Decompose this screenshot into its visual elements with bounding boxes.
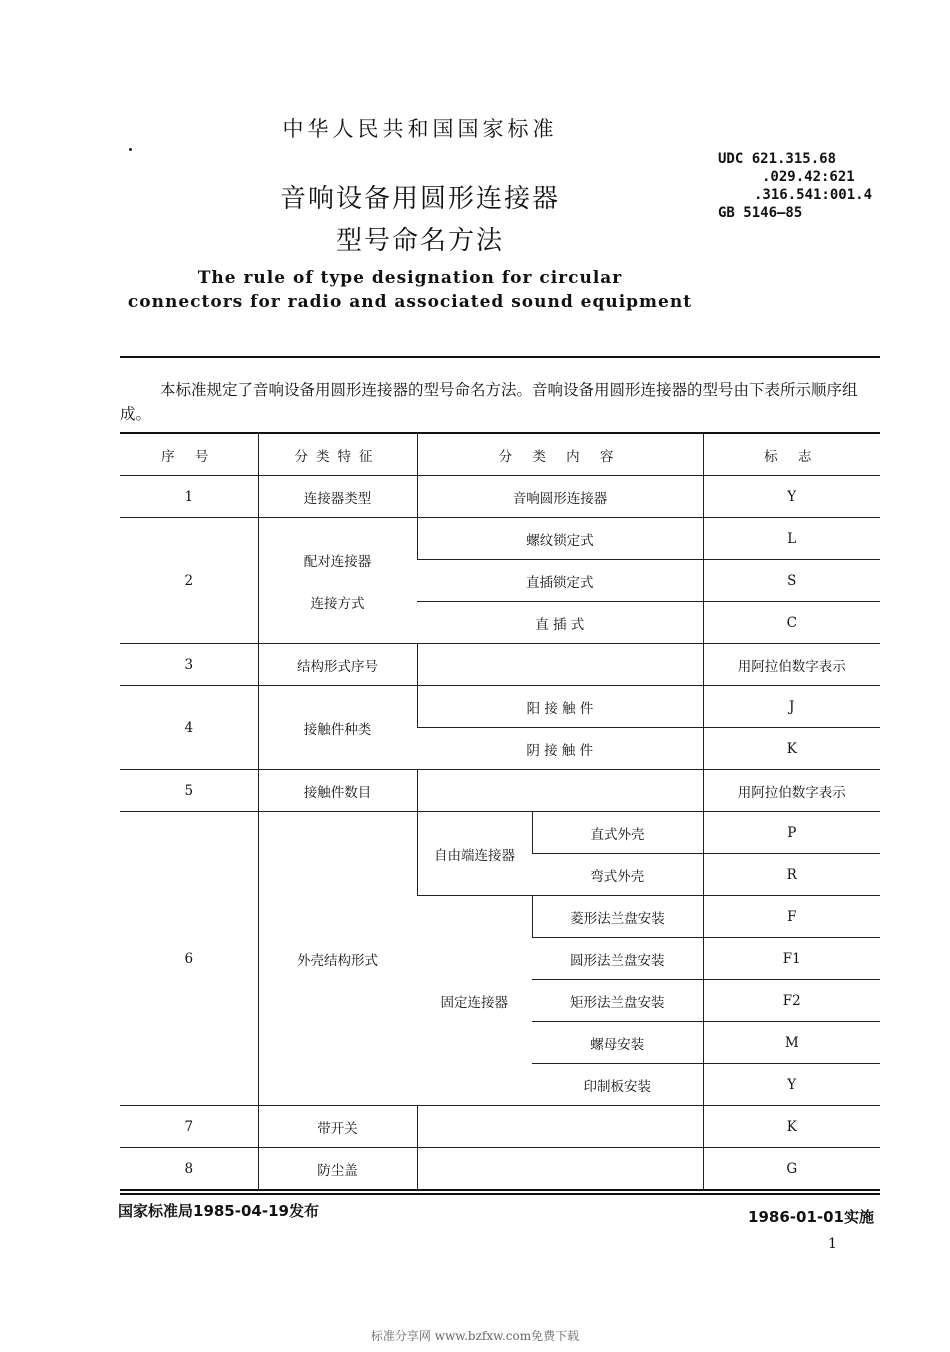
udc-line-2: .029.42:621	[762, 169, 855, 185]
row-mark: S	[703, 560, 880, 602]
row-content	[417, 644, 703, 686]
row-content: 阴 接 触 件	[417, 728, 703, 770]
row-content: 阳 接 触 件	[417, 686, 703, 728]
row-feature: 连接器类型	[258, 476, 417, 518]
row-content: 直插锁定式	[417, 560, 703, 602]
row-mark: K	[703, 1106, 880, 1148]
row-no: 6	[120, 812, 258, 1106]
table-row	[120, 1106, 880, 1148]
feature-line: 配对连接器	[303, 553, 372, 570]
row-mark: M	[703, 1022, 880, 1064]
title-cn-line2: 型号命名方法	[335, 226, 504, 256]
row-feature: 结构形式序号	[258, 644, 417, 686]
row-content: 菱形法兰盘安装	[532, 896, 703, 938]
col-header-feature: 分类特征	[258, 433, 417, 476]
row-mark: F1	[703, 938, 880, 980]
row-content: 螺纹锁定式	[417, 518, 703, 560]
row-content	[417, 770, 703, 812]
row-mark: G	[703, 1148, 880, 1191]
col-header-content: 分 类 内 容	[417, 433, 703, 476]
table-row	[120, 770, 880, 812]
effective-date: 1986-01-01实施	[748, 1208, 874, 1226]
row-content: 直式外壳	[532, 812, 703, 854]
row-mark: C	[703, 602, 880, 644]
row-content: 矩形法兰盘安装	[532, 980, 703, 1022]
row-mark: P	[703, 812, 880, 854]
feature-line: 连接方式	[310, 595, 365, 612]
udc-line-3: .316.541:001.4	[754, 187, 873, 203]
row-no: 5	[120, 770, 258, 812]
table-header-row	[120, 433, 880, 476]
row-mark: 用阿拉伯数字表示	[703, 770, 880, 812]
udc-line-1: UDC 621.315.68	[718, 151, 837, 167]
header-divider	[120, 356, 880, 358]
group-name: 自由端连接器	[417, 812, 532, 896]
row-mark: J	[703, 686, 880, 728]
row-mark: K	[703, 728, 880, 770]
page-number: 1	[828, 1236, 837, 1252]
title-cn-line1: 音响设备用圆形连接器	[279, 184, 560, 214]
row-mark: Y	[703, 1064, 880, 1106]
row-no: 2	[120, 518, 258, 644]
table-row	[120, 518, 880, 560]
speck	[129, 148, 132, 151]
row-content	[417, 1148, 703, 1191]
table-row	[120, 644, 880, 686]
row-feature: 防尘盖	[258, 1148, 417, 1191]
row-no: 8	[120, 1148, 258, 1191]
row-mark: L	[703, 518, 880, 560]
row-mark: R	[703, 854, 880, 896]
col-header-mark: 标 志	[703, 433, 880, 476]
table-row	[120, 686, 880, 728]
row-feature: 外壳结构形式	[258, 812, 417, 1106]
row-content: 圆形法兰盘安装	[532, 938, 703, 980]
footer-divider	[120, 1193, 880, 1195]
row-no: 7	[120, 1106, 258, 1148]
issuing-org: 中华人民共和国国家标准	[282, 117, 558, 141]
table-row	[120, 1148, 880, 1191]
row-content	[417, 1106, 703, 1148]
row-no: 4	[120, 686, 258, 770]
type-designation-table	[120, 432, 880, 1191]
row-feature: 接触件种类	[258, 686, 417, 770]
row-no: 3	[120, 644, 258, 686]
row-content: 直 插 式	[417, 602, 703, 644]
row-mark: F2	[703, 980, 880, 1022]
title-en-line1: The rule of type designation for circular	[197, 268, 623, 288]
row-content: 螺母安装	[532, 1022, 703, 1064]
row-mark: F	[703, 896, 880, 938]
watermark: 标准分享网 www.bzfxw.com免费下载	[370, 1329, 580, 1343]
col-header-no: 序 号	[120, 433, 258, 476]
row-feature: 接触件数目	[258, 770, 417, 812]
udc-block	[718, 150, 872, 222]
row-no: 1	[120, 476, 258, 518]
table-row	[120, 812, 880, 854]
group-name: 固定连接器	[417, 896, 532, 1106]
issue-date: 国家标准局1985-04-19发布	[118, 1202, 319, 1220]
table-row	[120, 476, 880, 518]
title-en-line2: connectors for radio and associated sound equipment	[127, 292, 693, 312]
row-feature: 带开关	[258, 1106, 417, 1148]
intro-paragraph: 本标准规定了音响设备用圆形连接器的型号命名方法。音响设备用圆形连接器的型号由下表所示顺序组成。	[120, 381, 858, 423]
row-content: 印制板安装	[532, 1064, 703, 1106]
row-feature	[258, 518, 417, 644]
row-content: 弯式外壳	[532, 854, 703, 896]
row-content: 音响圆形连接器	[417, 476, 703, 518]
gb-number: GB 5146—85	[718, 205, 803, 221]
row-mark: 用阿拉伯数字表示	[703, 644, 880, 686]
row-mark: Y	[703, 476, 880, 518]
